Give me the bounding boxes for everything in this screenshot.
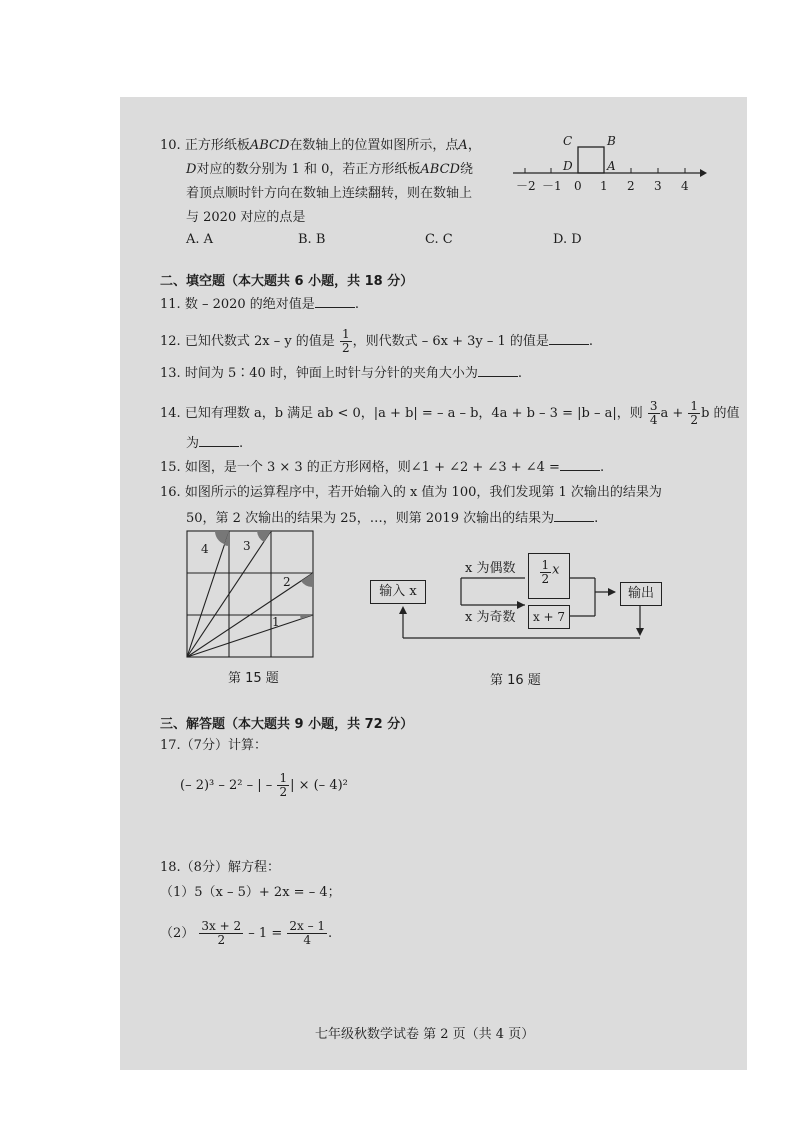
- figure-15-caption: 第 15 题: [228, 671, 279, 686]
- square-board: [578, 147, 604, 173]
- section-2-title: 二、填空题（本大题共 6 小题，共 18 分）: [160, 274, 414, 289]
- answer-blank[interactable]: [315, 295, 355, 308]
- angle-2-label: 2: [283, 575, 291, 589]
- q17-head: 17.（7分）计算：: [160, 738, 267, 753]
- corner-d-label: D: [563, 159, 573, 173]
- q12: 12. 已知代数式 2x – y 的值是 $\frac{1}{2}$ ，则代数式 – 6x + 3y – 1 的值是 .: [160, 327, 594, 355]
- q16-line2: 50，第 2 次输出的结果为 25，…，则第 2019 次输出的结果为 .: [186, 511, 599, 526]
- q14-line2: 为 .: [186, 436, 244, 451]
- q18-part2: （2） $\frac{3x + 2}{2}$ – 1 = $\frac{2x - 1}{4}$ .: [160, 919, 333, 947]
- tick-label: 4: [681, 179, 689, 193]
- arrow-icon: [399, 606, 407, 614]
- page-footer: 七年级秋数学试卷 第 2 页（共 4 页）: [315, 1027, 535, 1042]
- answer-blank[interactable]: [549, 332, 589, 345]
- q11: 11. 数 – 2020 的绝对值是 .: [160, 297, 359, 312]
- angle-4-label: 4: [201, 542, 209, 556]
- corner-a-label: A: [607, 159, 616, 173]
- flow-input-box: 输入 x: [370, 580, 426, 604]
- answer-blank[interactable]: [199, 434, 239, 447]
- q13: 13. 时间为 5∶40 时，钟面上时针与分针的夹角大小为 .: [160, 366, 523, 381]
- answer-blank[interactable]: [478, 364, 518, 377]
- answer-blank[interactable]: [560, 458, 600, 471]
- q15: 15. 如图，是一个 3 × 3 的正方形网格，则∠1 + ∠2 + ∠3 + ∠4 = .: [160, 460, 605, 475]
- fraction-half: $\frac{1}{2}$: [279, 771, 288, 799]
- angle-3-mark: [257, 531, 271, 542]
- angle-2-mark: [301, 573, 313, 587]
- q10-line2: D对应的数分别为 1 和 0，若正方形纸板ABCD绕: [186, 162, 473, 177]
- q10-option-c: C. C: [425, 232, 453, 247]
- q17-expression: (– 2)³ – 2² – | – $\frac{1}{2}$ | × (– 4)²: [180, 771, 348, 799]
- flow-output-box: 输出: [620, 582, 662, 606]
- corner-c-label: C: [563, 134, 573, 148]
- tick-label: 2: [627, 179, 635, 193]
- angle-1-mark: [300, 615, 313, 619]
- answer-blank[interactable]: [554, 509, 594, 522]
- tick-label: 1: [600, 179, 608, 193]
- fraction-left: $\frac{3x + 2}{2}$: [201, 919, 242, 947]
- q10-option-d: D. D: [553, 232, 582, 247]
- q16-line1: 16. 如图所示的运算程序中，若开始输入的 x 值为 100，我们发现第 1 次输出的结果为: [160, 485, 662, 500]
- tick-label: －1: [542, 179, 562, 193]
- flow-half-box: $\frac{1}{2}$ x: [528, 553, 570, 599]
- fraction-half: $\frac{1}{2}$: [690, 399, 699, 427]
- angle-1-label: 1: [272, 615, 280, 629]
- arrow-icon: [517, 601, 525, 609]
- fraction-half: $\frac{1}{2}$: [341, 327, 350, 355]
- q18-part1: （1）5（x – 5）+ 2x = – 4；: [160, 885, 341, 900]
- q10-line4: 与 2020 对应的点是: [186, 210, 306, 225]
- figure-16-caption: 第 16 题: [490, 673, 541, 688]
- q10-line3: 着顶点顺时针方向在数轴上连续翻转，则在数轴上: [186, 186, 473, 201]
- grid-figure-15: [180, 526, 320, 666]
- arrow-icon: [636, 628, 644, 636]
- axis-arrow-icon: [700, 169, 707, 177]
- q10-option-a: A. A: [186, 232, 214, 247]
- q10-option-b: B. B: [298, 232, 326, 247]
- q18-head: 18.（8分）解方程：: [160, 860, 280, 875]
- corner-b-label: B: [607, 134, 616, 148]
- q10-line1: 10. 正方形纸板ABCD在数轴上的位置如图所示，点A，: [160, 138, 481, 153]
- flow-even-label: x 为偶数: [465, 561, 516, 576]
- section-3-title: 三、解答题（本大题共 9 小题，共 72 分）: [160, 717, 414, 732]
- fraction-right: $\frac{2x - 1}{4}$: [289, 919, 326, 947]
- number-line-figure: [505, 130, 710, 198]
- flow-plus7-box: x + 7: [528, 605, 570, 629]
- tick-label: 0: [574, 179, 582, 193]
- fraction-three-quarters: $\frac{3}{4}$: [649, 399, 658, 427]
- q14-line1: 14. 已知有理数 a，b 满足 ab < 0，|a + b| = – a – b，4a + b – 3 = |b – a|，则 $\frac{3}{4}$ a + $\frac{1}{2}$ b 的值: [160, 399, 740, 427]
- flow-odd-label: x 为奇数: [465, 610, 516, 625]
- angle-3-label: 3: [243, 539, 251, 553]
- tick-label: 3: [654, 179, 662, 193]
- arrow-icon: [608, 588, 616, 596]
- tick-label: －2: [516, 179, 536, 193]
